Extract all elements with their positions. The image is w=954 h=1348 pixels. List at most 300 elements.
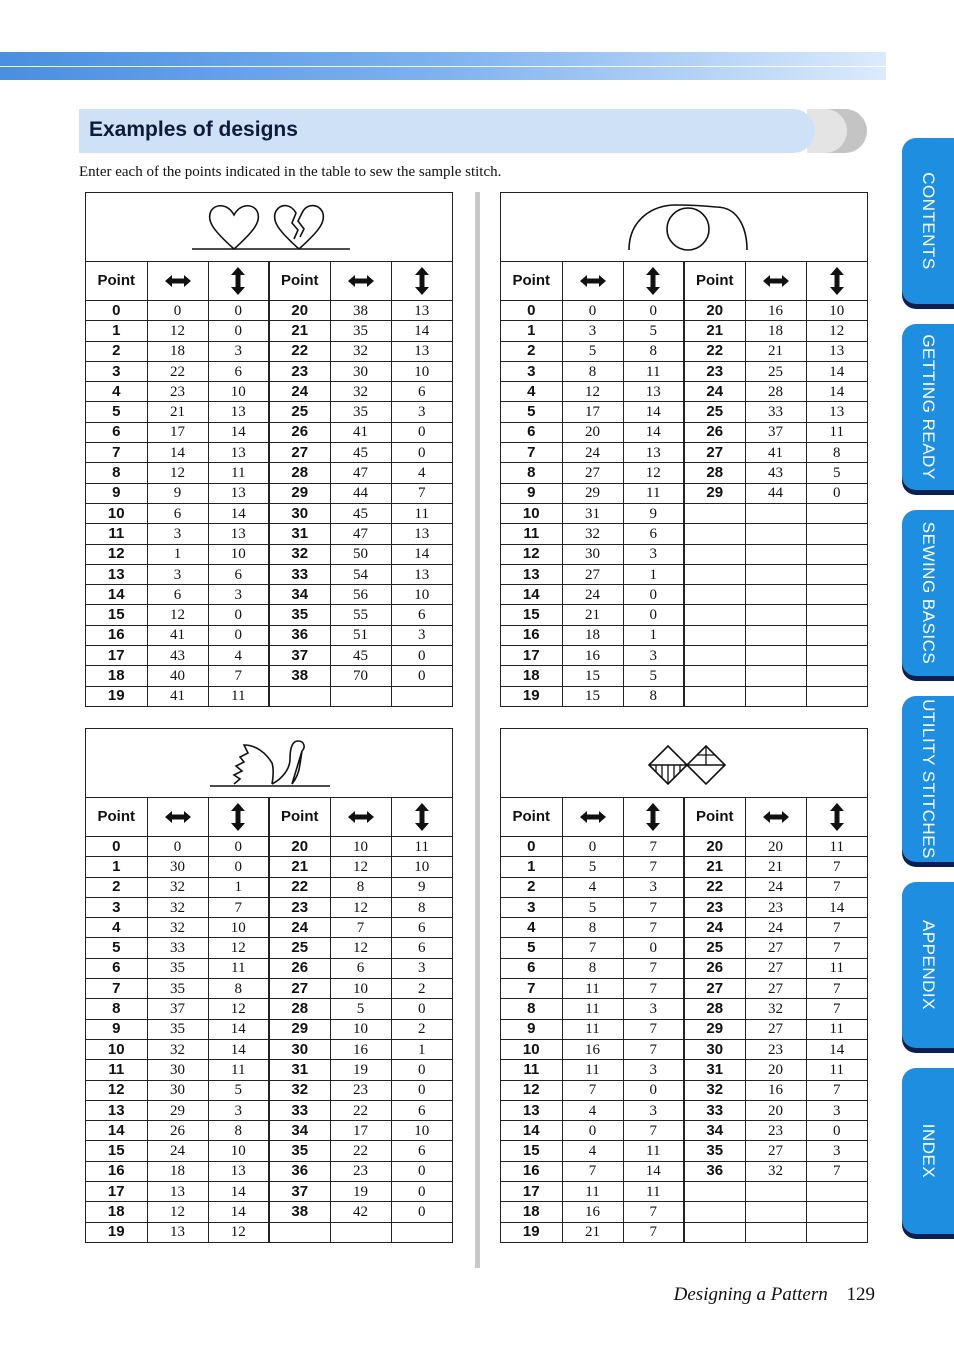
table-cell: 30 [147,857,208,877]
table-cell: 24 [562,443,623,463]
table-cell: 5 [330,999,391,1019]
table-cell: 5 [562,897,623,917]
table-cell [391,686,452,706]
table-cell: 4 [562,877,623,897]
table-cell: 32 [330,341,391,361]
table-cell: 26 [269,958,330,978]
table-cell: 22 [330,1141,391,1161]
table-cell: 26 [684,422,745,442]
table-cell [745,1222,806,1242]
table-row [86,1039,452,1059]
table-cell: 13 [391,564,452,584]
table-cell: 6 [208,361,269,381]
table-cell: 9 [86,1019,147,1039]
table-cell: 10 [330,837,391,857]
table-cell: 0 [391,1182,452,1202]
table-cell: 1 [501,321,562,341]
table-cell: 23 [330,1080,391,1100]
vertical-arrow-icon [414,802,430,832]
tab-appendix[interactable]: APPENDIX [902,882,954,1048]
table-cell: 27 [684,443,745,463]
table-cell: 9 [147,483,208,503]
horizontal-arrow-icon [579,810,607,824]
table-row [86,666,452,686]
table-cell: 37 [745,422,806,442]
table-cell: 14 [208,1019,269,1039]
table-cell: 5 [86,402,147,422]
table-cell: 13 [208,402,269,422]
table-cell: 22 [269,877,330,897]
table-row [501,1222,867,1242]
table-cell: 12 [562,382,623,402]
table-row [86,1080,452,1100]
table-cell: 0 [806,1121,867,1141]
table-cell: 6 [391,1100,452,1120]
table-cell: 31 [684,1060,745,1080]
table-cell: 26 [684,958,745,978]
table-cell: 23 [745,897,806,917]
table-cell: 11 [391,503,452,523]
table-cell: 7 [623,1202,684,1222]
table-row [501,585,867,605]
table-cell: 3 [208,585,269,605]
table-cell: 0 [208,857,269,877]
table-cell: 15 [501,605,562,625]
header-band [0,52,886,80]
table-cell: 14 [501,585,562,605]
table-cell: 23 [684,361,745,381]
table-cell: 27 [269,443,330,463]
table-cell: 7 [562,1161,623,1181]
table-cell [745,524,806,544]
table-cell: 11 [501,524,562,544]
table-cell: 13 [208,1161,269,1181]
table-cell: 51 [330,625,391,645]
table-cell: 10 [208,918,269,938]
table-cell: 6 [391,382,452,402]
table-cell: 32 [269,1080,330,1100]
table-row [501,301,867,321]
table-cell [745,564,806,584]
table-cell: 10 [330,979,391,999]
table-cell: 16 [562,1039,623,1059]
table-cell: 32 [147,897,208,917]
table-row [86,686,452,706]
table-cell: 17 [562,402,623,422]
table-cell: 37 [269,1182,330,1202]
table-cell: 32 [269,544,330,564]
tab-contents[interactable]: CONTENTS [902,138,954,304]
horizontal-arrow-icon [762,810,790,824]
tab-sewing-basics[interactable]: SEWING BASICS [902,510,954,676]
table-row [501,1060,867,1080]
table-cell: 23 [745,1121,806,1141]
table-cell: 13 [391,524,452,544]
table-cell: 7 [330,918,391,938]
table-cell: 0 [208,301,269,321]
table-cell: 10 [86,503,147,523]
table-cell: 13 [147,1182,208,1202]
table-cell: 6 [391,1141,452,1161]
table-cell: 1 [501,857,562,877]
table-cell: 17 [501,1182,562,1202]
table-cell: 23 [147,382,208,402]
table-cell: 32 [562,524,623,544]
table-cell: 3 [623,1060,684,1080]
table-row [86,897,452,917]
table-cell [806,1202,867,1222]
table-cell [684,605,745,625]
table-cell: 11 [806,422,867,442]
horizontal-arrow-icon [164,810,192,824]
table-cell: 8 [208,1121,269,1141]
table-cell: 20 [269,837,330,857]
table-cell: 14 [623,422,684,442]
table-cell: 10 [330,1019,391,1039]
table-cell: 0 [623,301,684,321]
table-row [86,402,452,422]
table-cell: 5 [562,857,623,877]
table-cell: 45 [330,503,391,523]
table-row [501,341,867,361]
table-cell [806,524,867,544]
table-cell: 13 [806,402,867,422]
table-cell: 17 [330,1121,391,1141]
y-header [623,798,684,837]
table-cell: 19 [86,1222,147,1242]
table-cell: 20 [745,1100,806,1120]
table-row [501,382,867,402]
horizontal-arrow-icon [579,274,607,288]
table-cell [269,686,330,706]
table-row [86,1121,452,1141]
table-cell: 14 [623,1161,684,1181]
table-cell: 12 [147,605,208,625]
table-cell: 50 [330,544,391,564]
point-header: Point [684,798,745,837]
table-cell: 0 [623,585,684,605]
tab-utility-stitches[interactable]: UTILITY STITCHES [902,696,954,862]
table-cell: 25 [745,361,806,381]
table-cell: 0 [562,837,623,857]
table-cell: 13 [208,443,269,463]
table-cell [684,625,745,645]
table-cell: 6 [147,585,208,605]
table-cell: 14 [501,1121,562,1141]
table-cell: 5 [501,402,562,422]
design-panel-hearts [85,192,453,707]
footer-title: Designing a Pattern [673,1284,828,1305]
table-cell: 15 [562,686,623,706]
table-cell [745,646,806,666]
table-cell: 25 [684,402,745,422]
table-cell [684,585,745,605]
table-cell: 7 [623,857,684,877]
table-row [86,918,452,938]
table-cell: 28 [684,463,745,483]
table-cell: 3 [391,958,452,978]
table-cell: 7 [391,483,452,503]
table-cell: 11 [391,837,452,857]
table-cell: 24 [269,918,330,938]
x-header [562,262,623,301]
table-cell: 7 [86,979,147,999]
table-cell: 6 [330,958,391,978]
table-cell: 5 [623,666,684,686]
table-cell: 13 [391,301,452,321]
table-cell: 70 [330,666,391,686]
table-cell: 7 [562,1080,623,1100]
table-cell: 0 [501,301,562,321]
table-cell: 44 [330,483,391,503]
table-cell: 38 [269,1202,330,1222]
table-cell: 4 [562,1141,623,1161]
table-cell: 0 [391,1080,452,1100]
table-cell: 13 [501,1100,562,1120]
table-cell: 18 [745,321,806,341]
table-cell: 35 [330,321,391,341]
table-cell: 55 [330,605,391,625]
table-cell [684,544,745,564]
point-header: Point [501,262,562,301]
table-cell: 41 [745,443,806,463]
table-cell: 6 [391,918,452,938]
table-row [86,999,452,1019]
table-cell: 6 [86,958,147,978]
table-cell: 11 [806,1060,867,1080]
table-cell [806,686,867,706]
table-row [86,524,452,544]
table-row [501,938,867,958]
table-cell [745,544,806,564]
table-cell: 0 [391,1202,452,1222]
table-cell: 0 [391,999,452,1019]
table-cell: 32 [147,1039,208,1059]
table-cell: 8 [562,361,623,381]
table-cell: 34 [684,1121,745,1141]
x-header [562,798,623,837]
table-cell: 7 [86,443,147,463]
table-cell: 3 [391,402,452,422]
horizontal-arrow-icon [347,810,375,824]
table-row [501,544,867,564]
table-cell: 7 [623,837,684,857]
table-row [501,1121,867,1141]
table-cell: 3 [623,544,684,564]
table-row [501,402,867,422]
table-cell: 10 [806,301,867,321]
table-cell: 24 [684,382,745,402]
table-cell: 20 [745,837,806,857]
table-cell: 19 [86,686,147,706]
table-cell: 10 [501,503,562,523]
table-cell [330,686,391,706]
vertical-arrow-icon [645,266,661,296]
table-cell: 0 [391,646,452,666]
tab-index[interactable]: INDEX [902,1068,954,1234]
x-header [745,798,806,837]
table-cell: 18 [501,666,562,686]
table-cell: 22 [147,361,208,381]
table-cell: 33 [269,1100,330,1120]
table-cell: 24 [745,918,806,938]
table-cell: 7 [208,666,269,686]
table-cell: 8 [86,999,147,1019]
table-cell: 36 [269,625,330,645]
table-row [501,605,867,625]
table-cell: 16 [562,646,623,666]
table-cell [684,503,745,523]
table-cell [745,666,806,686]
table-cell: 0 [623,605,684,625]
table-row [86,625,452,645]
table-cell: 7 [623,1019,684,1039]
table-cell: 12 [86,544,147,564]
table-cell: 13 [208,483,269,503]
table-row [86,1202,452,1222]
table-cell [745,1202,806,1222]
table-cell: 36 [269,1161,330,1181]
table-cell: 27 [745,958,806,978]
table-cell: 14 [623,402,684,422]
table-cell: 3 [147,524,208,544]
table-cell: 14 [208,1039,269,1059]
table-cell: 14 [806,361,867,381]
table-cell: 30 [147,1080,208,1100]
table-cell: 30 [269,1039,330,1059]
table-cell: 21 [562,1222,623,1242]
table-cell: 32 [745,999,806,1019]
table-cell: 18 [562,625,623,645]
table-cell: 4 [562,1100,623,1120]
table-cell: 12 [806,321,867,341]
table-cell: 8 [562,958,623,978]
table-cell: 3 [623,646,684,666]
table-cell [684,646,745,666]
table-cell: 25 [269,402,330,422]
table-cell: 16 [501,1161,562,1181]
table-cell: 33 [684,1100,745,1120]
table-cell: 31 [562,503,623,523]
table-cell: 12 [330,938,391,958]
table-row [501,979,867,999]
table-cell: 12 [501,544,562,564]
table-cell: 13 [147,1222,208,1242]
table-cell: 10 [391,361,452,381]
table-cell: 8 [501,463,562,483]
table-row [501,625,867,645]
table-cell: 54 [330,564,391,584]
table-cell: 8 [623,686,684,706]
table-cell: 3 [623,999,684,1019]
table-cell: 35 [330,402,391,422]
table-cell: 16 [86,625,147,645]
table-cell: 17 [501,646,562,666]
table-cell: 6 [208,564,269,584]
circles-illustration [501,193,867,262]
table-row [86,938,452,958]
table-cell: 7 [806,1080,867,1100]
table-cell: 35 [147,1019,208,1039]
table-cell: 21 [269,321,330,341]
table-cell [806,1222,867,1242]
table-row [86,646,452,666]
table-cell [806,605,867,625]
table-cell: 12 [208,1222,269,1242]
table-cell: 43 [745,463,806,483]
table-cell: 11 [562,1060,623,1080]
table-cell: 23 [684,897,745,917]
table-cell: 7 [623,1039,684,1059]
table-cell: 10 [208,544,269,564]
table-cell: 35 [269,605,330,625]
table-row [86,321,452,341]
table-cell: 12 [623,463,684,483]
table-cell: 7 [806,938,867,958]
table-cell: 21 [562,605,623,625]
table-cell: 3 [623,1100,684,1120]
table-cell: 7 [806,918,867,938]
table-cell: 11 [806,958,867,978]
table-row [86,1182,452,1202]
tab-getting-ready[interactable]: GETTING READY [902,324,954,490]
points-table-circles [501,262,867,706]
table-cell: 5 [501,938,562,958]
table-cell: 9 [391,877,452,897]
table-cell: 27 [269,979,330,999]
table-cell: 30 [684,1039,745,1059]
table-row [86,1222,452,1242]
table-cell: 11 [208,958,269,978]
table-cell: 2 [391,979,452,999]
table-cell: 19 [501,1222,562,1242]
table-cell: 27 [562,564,623,584]
table-cell: 30 [147,1060,208,1080]
table-row [86,1161,452,1181]
table-cell: 2 [501,341,562,361]
table-cell: 3 [208,341,269,361]
horizontal-arrow-icon [164,274,192,288]
table-cell: 11 [806,1019,867,1039]
table-cell: 7 [623,897,684,917]
table-cell: 22 [269,341,330,361]
table-row [86,1060,452,1080]
table-cell [684,1222,745,1242]
table-cell [684,1202,745,1222]
table-cell: 2 [391,1019,452,1039]
table-cell: 33 [147,938,208,958]
table-cell: 21 [147,402,208,422]
table-cell: 11 [562,1182,623,1202]
table-cell [684,564,745,584]
table-cell [806,503,867,523]
table-cell: 5 [208,1080,269,1100]
section-title: Examples of designs [89,118,298,141]
table-cell: 23 [745,1039,806,1059]
table-row [86,1141,452,1161]
horizontal-arrow-icon [347,274,375,288]
table-cell: 12 [147,1202,208,1222]
table-cell: 4 [501,382,562,402]
table-row [86,382,452,402]
table-cell: 11 [562,1019,623,1039]
table-cell: 3 [208,1100,269,1120]
y-header [391,262,452,301]
table-cell: 7 [623,979,684,999]
table-row [86,463,452,483]
table-cell: 9 [501,483,562,503]
table-cell: 6 [623,524,684,544]
